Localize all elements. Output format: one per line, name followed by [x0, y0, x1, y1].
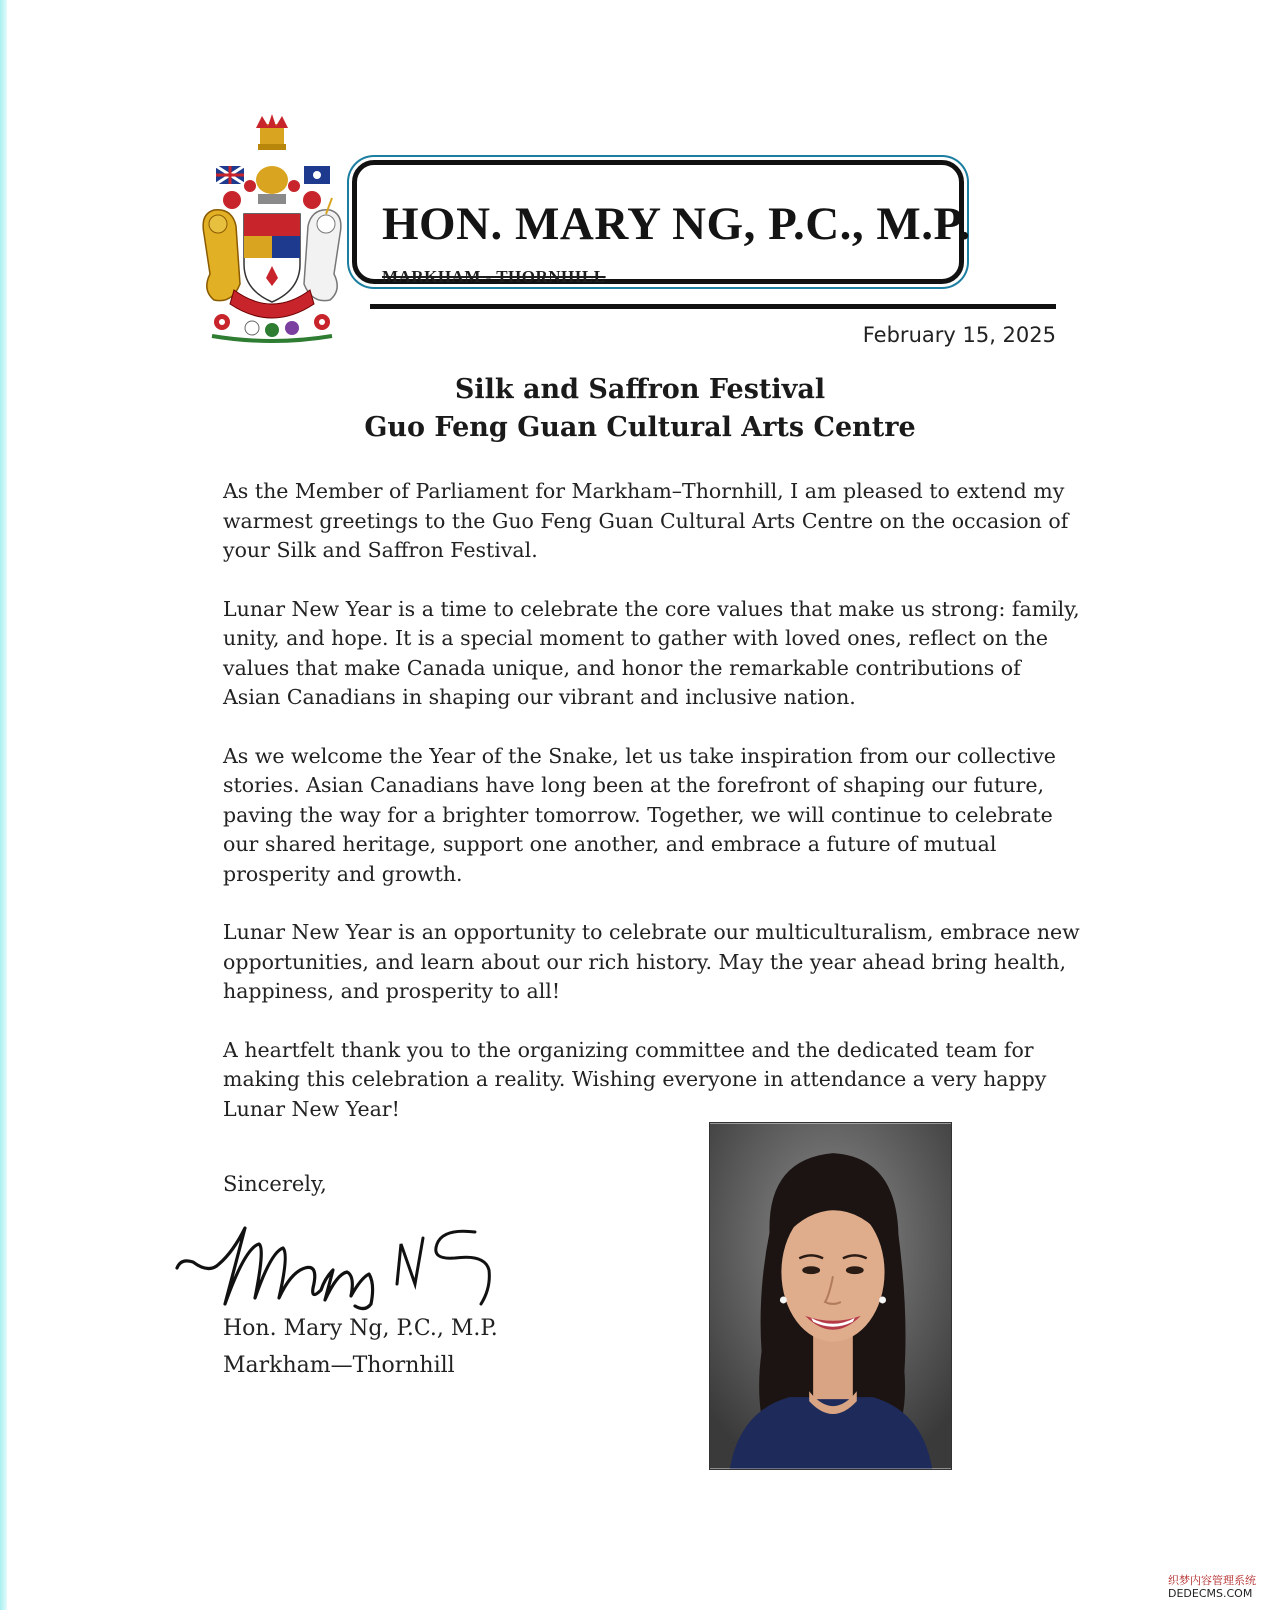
- watermark-line2: DEDECMS.COM: [1168, 1587, 1253, 1600]
- portrait-photo: [709, 1122, 952, 1470]
- watermark-line1: 织梦内容管理系统: [1168, 1574, 1256, 1587]
- closing-salutation: Sincerely,: [223, 1172, 327, 1196]
- body-paragraph: As the Member of Parliament for Markham–Thornhill, I am pleased to extend my warmest greetings to the Guo Feng Guan Cultural Arts Centre on the occasion of your Silk and Saffron Festival.: [223, 479, 1069, 562]
- signature-image: [175, 1208, 505, 1312]
- letter-heading-event: Silk and Saffron Festival: [454, 374, 826, 405]
- letter-date: February 15, 2025: [862, 323, 1056, 347]
- watermark: [1168, 1574, 1256, 1600]
- letterhead-riding: MARKHAM - THORNHILL: [382, 267, 606, 286]
- letter-heading-organization: Guo Feng Guan Cultural Arts Centre: [364, 412, 916, 443]
- signer-riding: Markham—Thornhill: [223, 1353, 455, 1378]
- body-paragraph: As we welcome the Year of the Snake, let us take inspiration from our collective stories. Asian Canadians have long been at the forefront of shaping our future, paving the way for a brighter tomorrow. Together, we will continue to celebrate our shared heritage, support one another, and embrace a future of mutual prosperity and growth.: [223, 743, 1056, 886]
- body-paragraph: Lunar New Year is an opportunity to celebrate our multiculturalism, embrace new opportunities, and learn about our rich history. May the year ahead bring health, happiness, and prosperity to all!: [223, 920, 1080, 1003]
- letter-body: [223, 477, 1083, 1153]
- coat-of-arms-icon: [192, 114, 352, 346]
- body-paragraph: A heartfelt thank you to the organizing committee and the dedicated team for making this celebration a reality. Wishing everyone in attendance a very happy Lunar New Year!: [223, 1037, 1047, 1121]
- letterhead-name: HON. MARY NG, P.C., M.P.: [382, 198, 971, 250]
- page-edge-strip: [0, 0, 7, 1610]
- signer-name: Hon. Mary Ng, P.C., M.P.: [223, 1316, 498, 1341]
- body-paragraph: Lunar New Year is a time to celebrate the core values that make us strong: family, unity, and hope. It is a special moment to gather with loved ones, reflect on the values that make Canada unique, and honor the remarkable contributions of Asian Canadians in shaping our vibrant and inclusive nation.: [223, 596, 1080, 709]
- letterhead-rule: [370, 304, 1056, 309]
